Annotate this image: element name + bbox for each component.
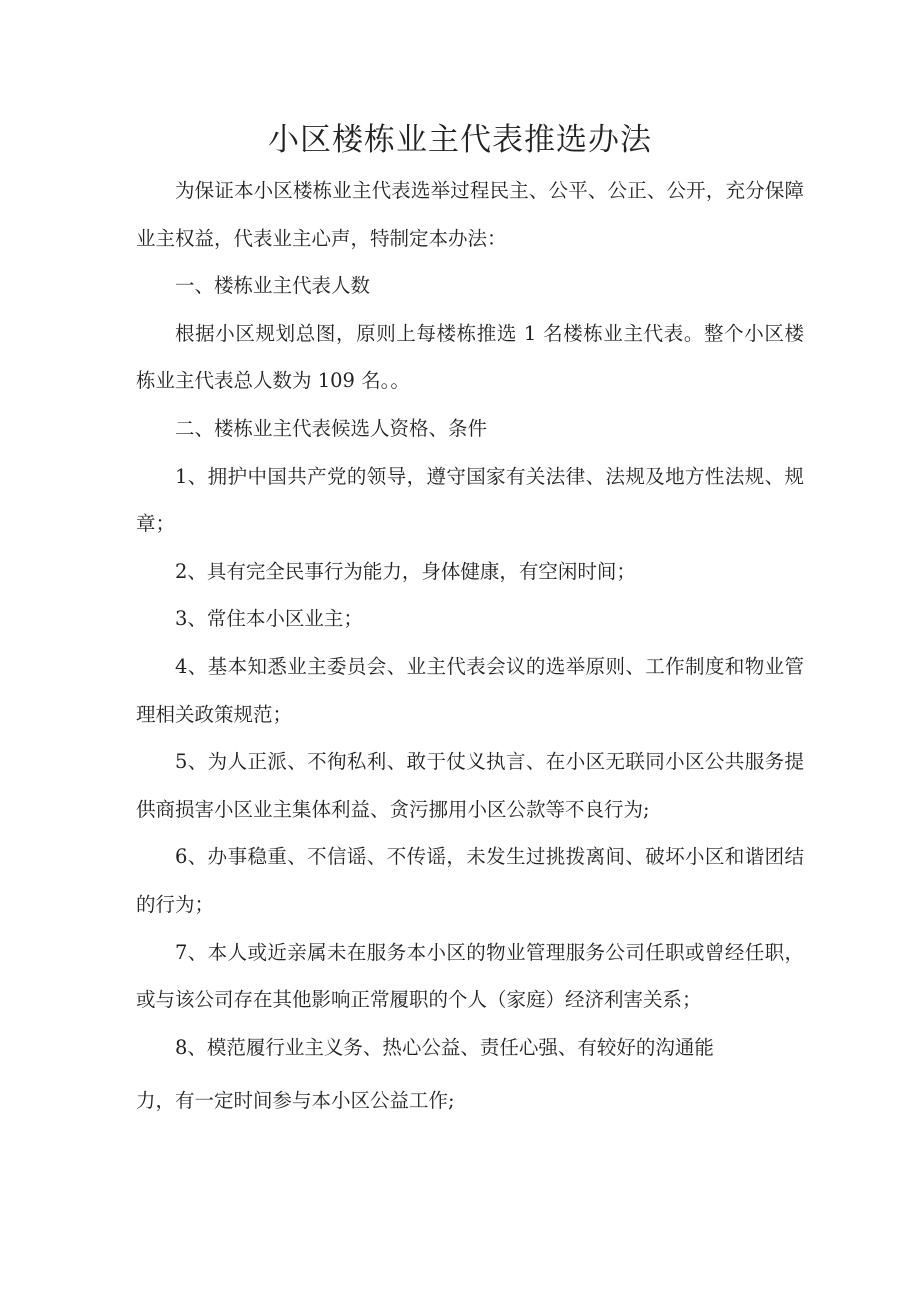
section-heading-1: 一、楼栋业主代表人数: [175, 274, 371, 298]
document-title: 小区楼栋业主代表推选办法: [268, 122, 652, 158]
condition-item-2: 2、具有完全民事行为能力，身体健康，有空闲时间；: [175, 559, 636, 583]
condition-item-5: 5、为人正派、不徇私利、敢于仗义执言、在小区无联同小区公共服务提供商损害小区业主集体利益、贪污挪用小区公款等不良行为;: [136, 750, 804, 821]
section-heading-2: 二、楼栋业主代表候选人资格、条件: [175, 416, 488, 440]
condition-item-1: 1、拥护中国共产党的领导，遵守国家有关法律、法规及地方性法规、规章；: [136, 464, 804, 536]
condition-item-3: 3、常住本小区业主；: [175, 607, 363, 631]
intro-paragraph: 为保证本小区楼栋业主代表选举过程民主、公平、公正、公开，充分保障业主权益，代表业主心声，特制定本办法：: [136, 179, 804, 250]
condition-item-8-continuation: 力，有一定时间参与本小区公益工作;: [136, 1089, 455, 1113]
condition-item-6: 6、办事稳重、不信谣、不传谣，未发生过挑拨离间、破坏小区和谐团结的行为；: [136, 845, 804, 916]
representative-count-paragraph: 根据小区规划总图，原则上每楼栋推选 1 名楼栋业主代表。整个小区楼栋业主代表总人数为 109 名。。: [136, 321, 804, 393]
condition-item-8: 8、模范履行业主义务、热心公益、责任心强、有较好的沟通能: [175, 1035, 714, 1059]
condition-item-4: 4、基本知悉业主委员会、业主代表会议的选举原则、工作制度和物业管理相关政策规范；: [136, 654, 804, 726]
document-body: [136, 167, 804, 1125]
condition-item-7: 7、本人或近亲属未在服务本小区的物业管理服务公司任职或曾经任职，或与该公司存在其他影响正常履职的个人（家庭）经济利害关系；: [136, 940, 804, 1012]
